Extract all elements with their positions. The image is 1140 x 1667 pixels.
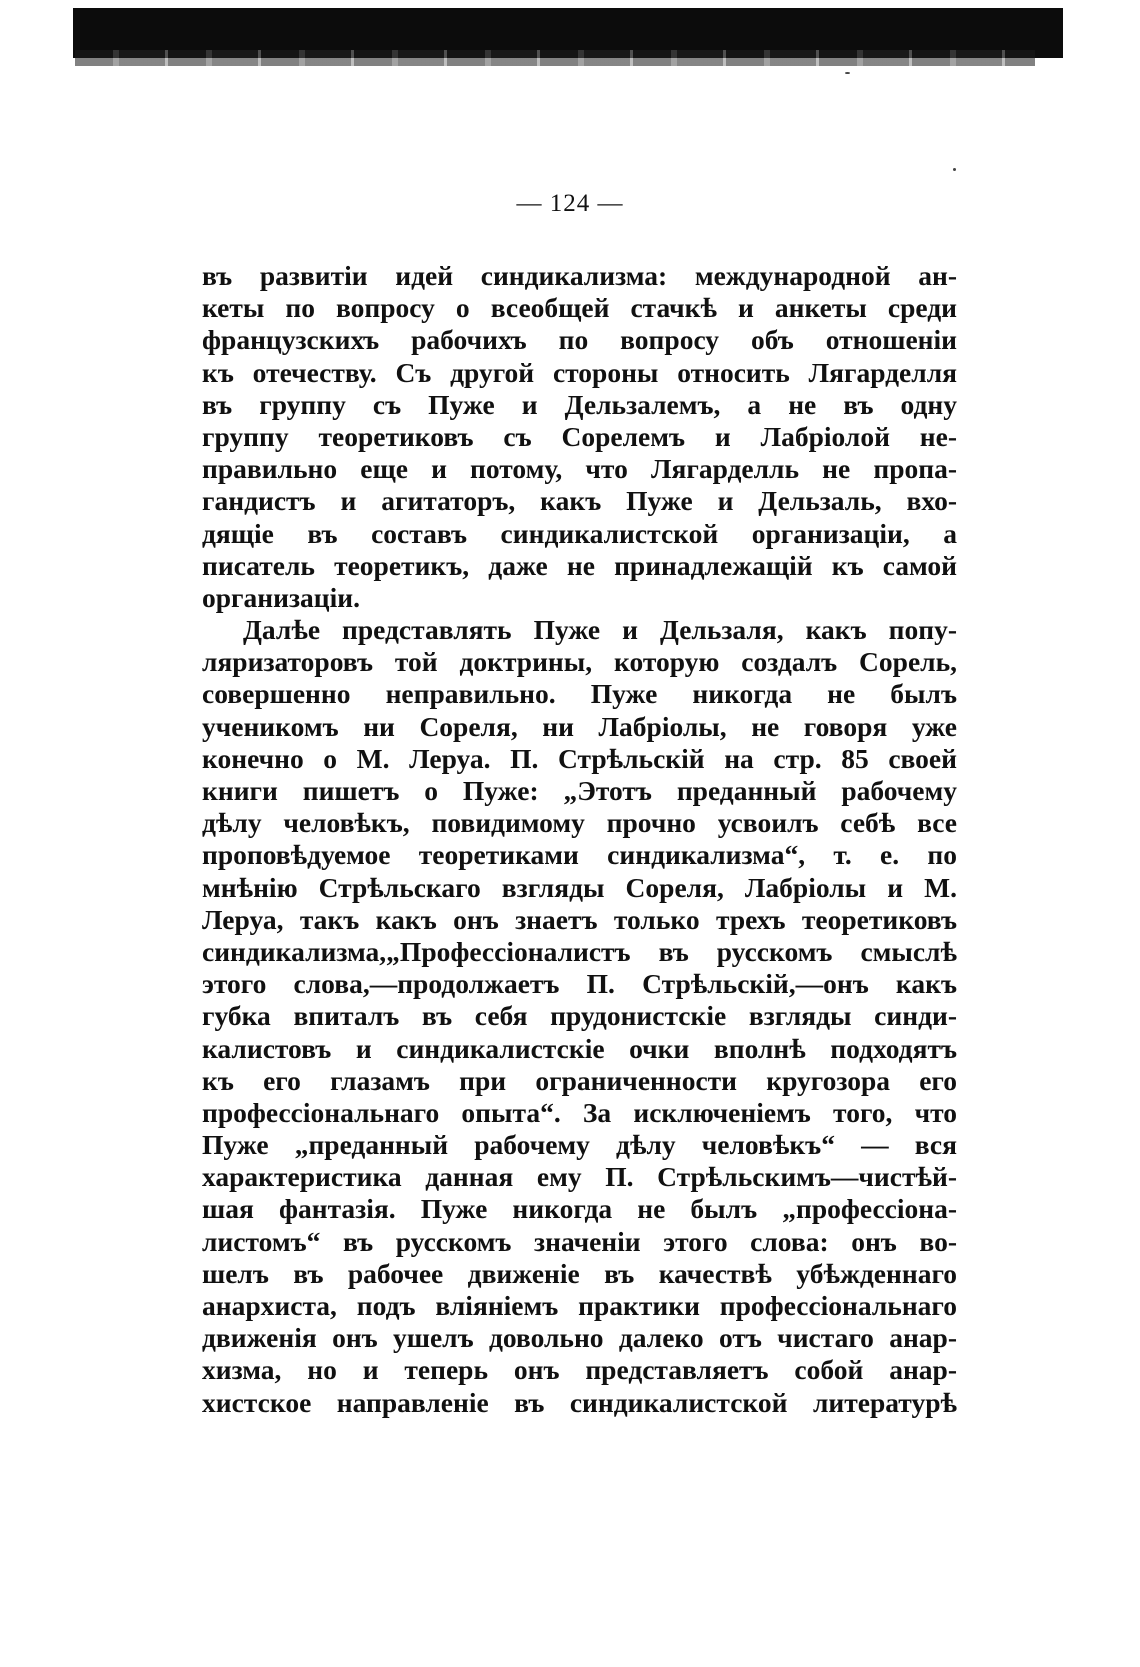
text-line: ученикомъ ни Сореля, ни Лабріолы, не говоря уже	[202, 710, 957, 742]
text-line: губка впиталъ въ себя прудонистскіе взгляды синди-	[202, 1000, 957, 1032]
page-number: — 124 —	[516, 190, 624, 217]
text-line: шелъ въ рабочее движеніе въ качествѣ убѣжденнаго	[202, 1257, 957, 1289]
text-line: хизма, но и теперь онъ представляетъ собой анар-	[202, 1354, 957, 1386]
text-line: книги пишетъ о Пуже: „Этотъ преданный рабочему	[202, 775, 957, 806]
text-line: французскихъ рабочихъ по вопросу объ отношеніи	[202, 324, 957, 356]
text-line: характеристика данная ему П. Стрѣльскимъ—чистѣй-	[202, 1161, 957, 1193]
text-line: Леруа, такъ какъ онъ знаетъ только трехъ теоретиковъ	[202, 903, 957, 935]
text-line: проповѣдуемое теоретиками синдикализма“, т. е. по	[202, 839, 957, 871]
text-line: калистовъ и синдикалистскіе очки вполнѣ подходятъ	[202, 1032, 957, 1064]
text-line: ляризаторовъ той доктрины, которую создалъ Сорель,	[202, 646, 957, 678]
text-line: дѣлу человѣкъ, повидимому прочно усвоилъ себѣ все	[202, 807, 957, 839]
text-line: профессіональнаго опыта“. За исключеніемъ того, что	[202, 1096, 957, 1128]
body-text	[202, 260, 957, 1419]
text-line: писатель теоретикъ, даже не принадлежащій къ самой	[202, 549, 957, 581]
text-line: движенія онъ ушелъ довольно далеко отъ чистаго анар-	[202, 1322, 957, 1354]
text-line: въ развитіи идей синдикализма: международной ан-	[202, 260, 957, 291]
text-line: синдикализма,„Профессіоналистъ въ русскомъ смыслѣ	[202, 935, 957, 967]
text-line: къ его глазамъ при ограниченности кругозора его	[202, 1064, 957, 1096]
text-line: анархиста, подъ вліяніемъ практики профессіональнаго	[202, 1290, 957, 1321]
text-line: въ группу съ Пуже и Дельзалемъ, а не въ одну	[202, 388, 957, 420]
text-line: совершенно неправильно. Пуже никогда не былъ	[202, 678, 957, 710]
text-line: хистское направленіе въ синдикалистской литературѣ	[202, 1386, 957, 1418]
text-line: правильно еще и потому, что Лягарделль не пропа-	[202, 453, 957, 485]
text-line: группу теоретиковъ съ Сорелемъ и Лабріолой не-	[202, 420, 957, 452]
text-line: конечно о М. Леруа. П. Стрѣльскій на стр. 85 своей	[202, 742, 957, 774]
top-border-scuff	[75, 50, 1035, 66]
text-line: мнѣнію Стрѣльскаго взгляды Сореля, Лабріолы и М.	[202, 871, 957, 903]
text-line: шая фантазія. Пуже никогда не былъ „профессіона-	[202, 1193, 957, 1225]
text-line: Пуже „преданный рабочему дѣлу человѣкъ“ — вся	[202, 1129, 957, 1161]
text-line: организаціи.	[202, 581, 360, 613]
text-line: дящіе въ составъ синдикалистской организаціи, а	[202, 517, 957, 549]
paragraph-start-line: Далѣе представлять Пуже и Дельзаля, какъ попу-	[243, 614, 957, 646]
print-speck	[953, 168, 956, 171]
text-line: къ отечеству. Съ другой стороны относить Лягарделля	[202, 356, 957, 388]
text-line: кеты по вопросу о всеобщей стачкѣ и анкеты среди	[202, 292, 957, 324]
print-speck	[845, 72, 850, 74]
text-line: листомъ“ въ русскомъ значеніи этого слова: онъ во-	[202, 1225, 957, 1257]
text-line: гандистъ и агитаторъ, какъ Пуже и Дельзаль, вхо-	[202, 485, 957, 517]
text-line: этого слова,—продолжаетъ П. Стрѣльскій,—онъ какъ	[202, 968, 957, 1000]
